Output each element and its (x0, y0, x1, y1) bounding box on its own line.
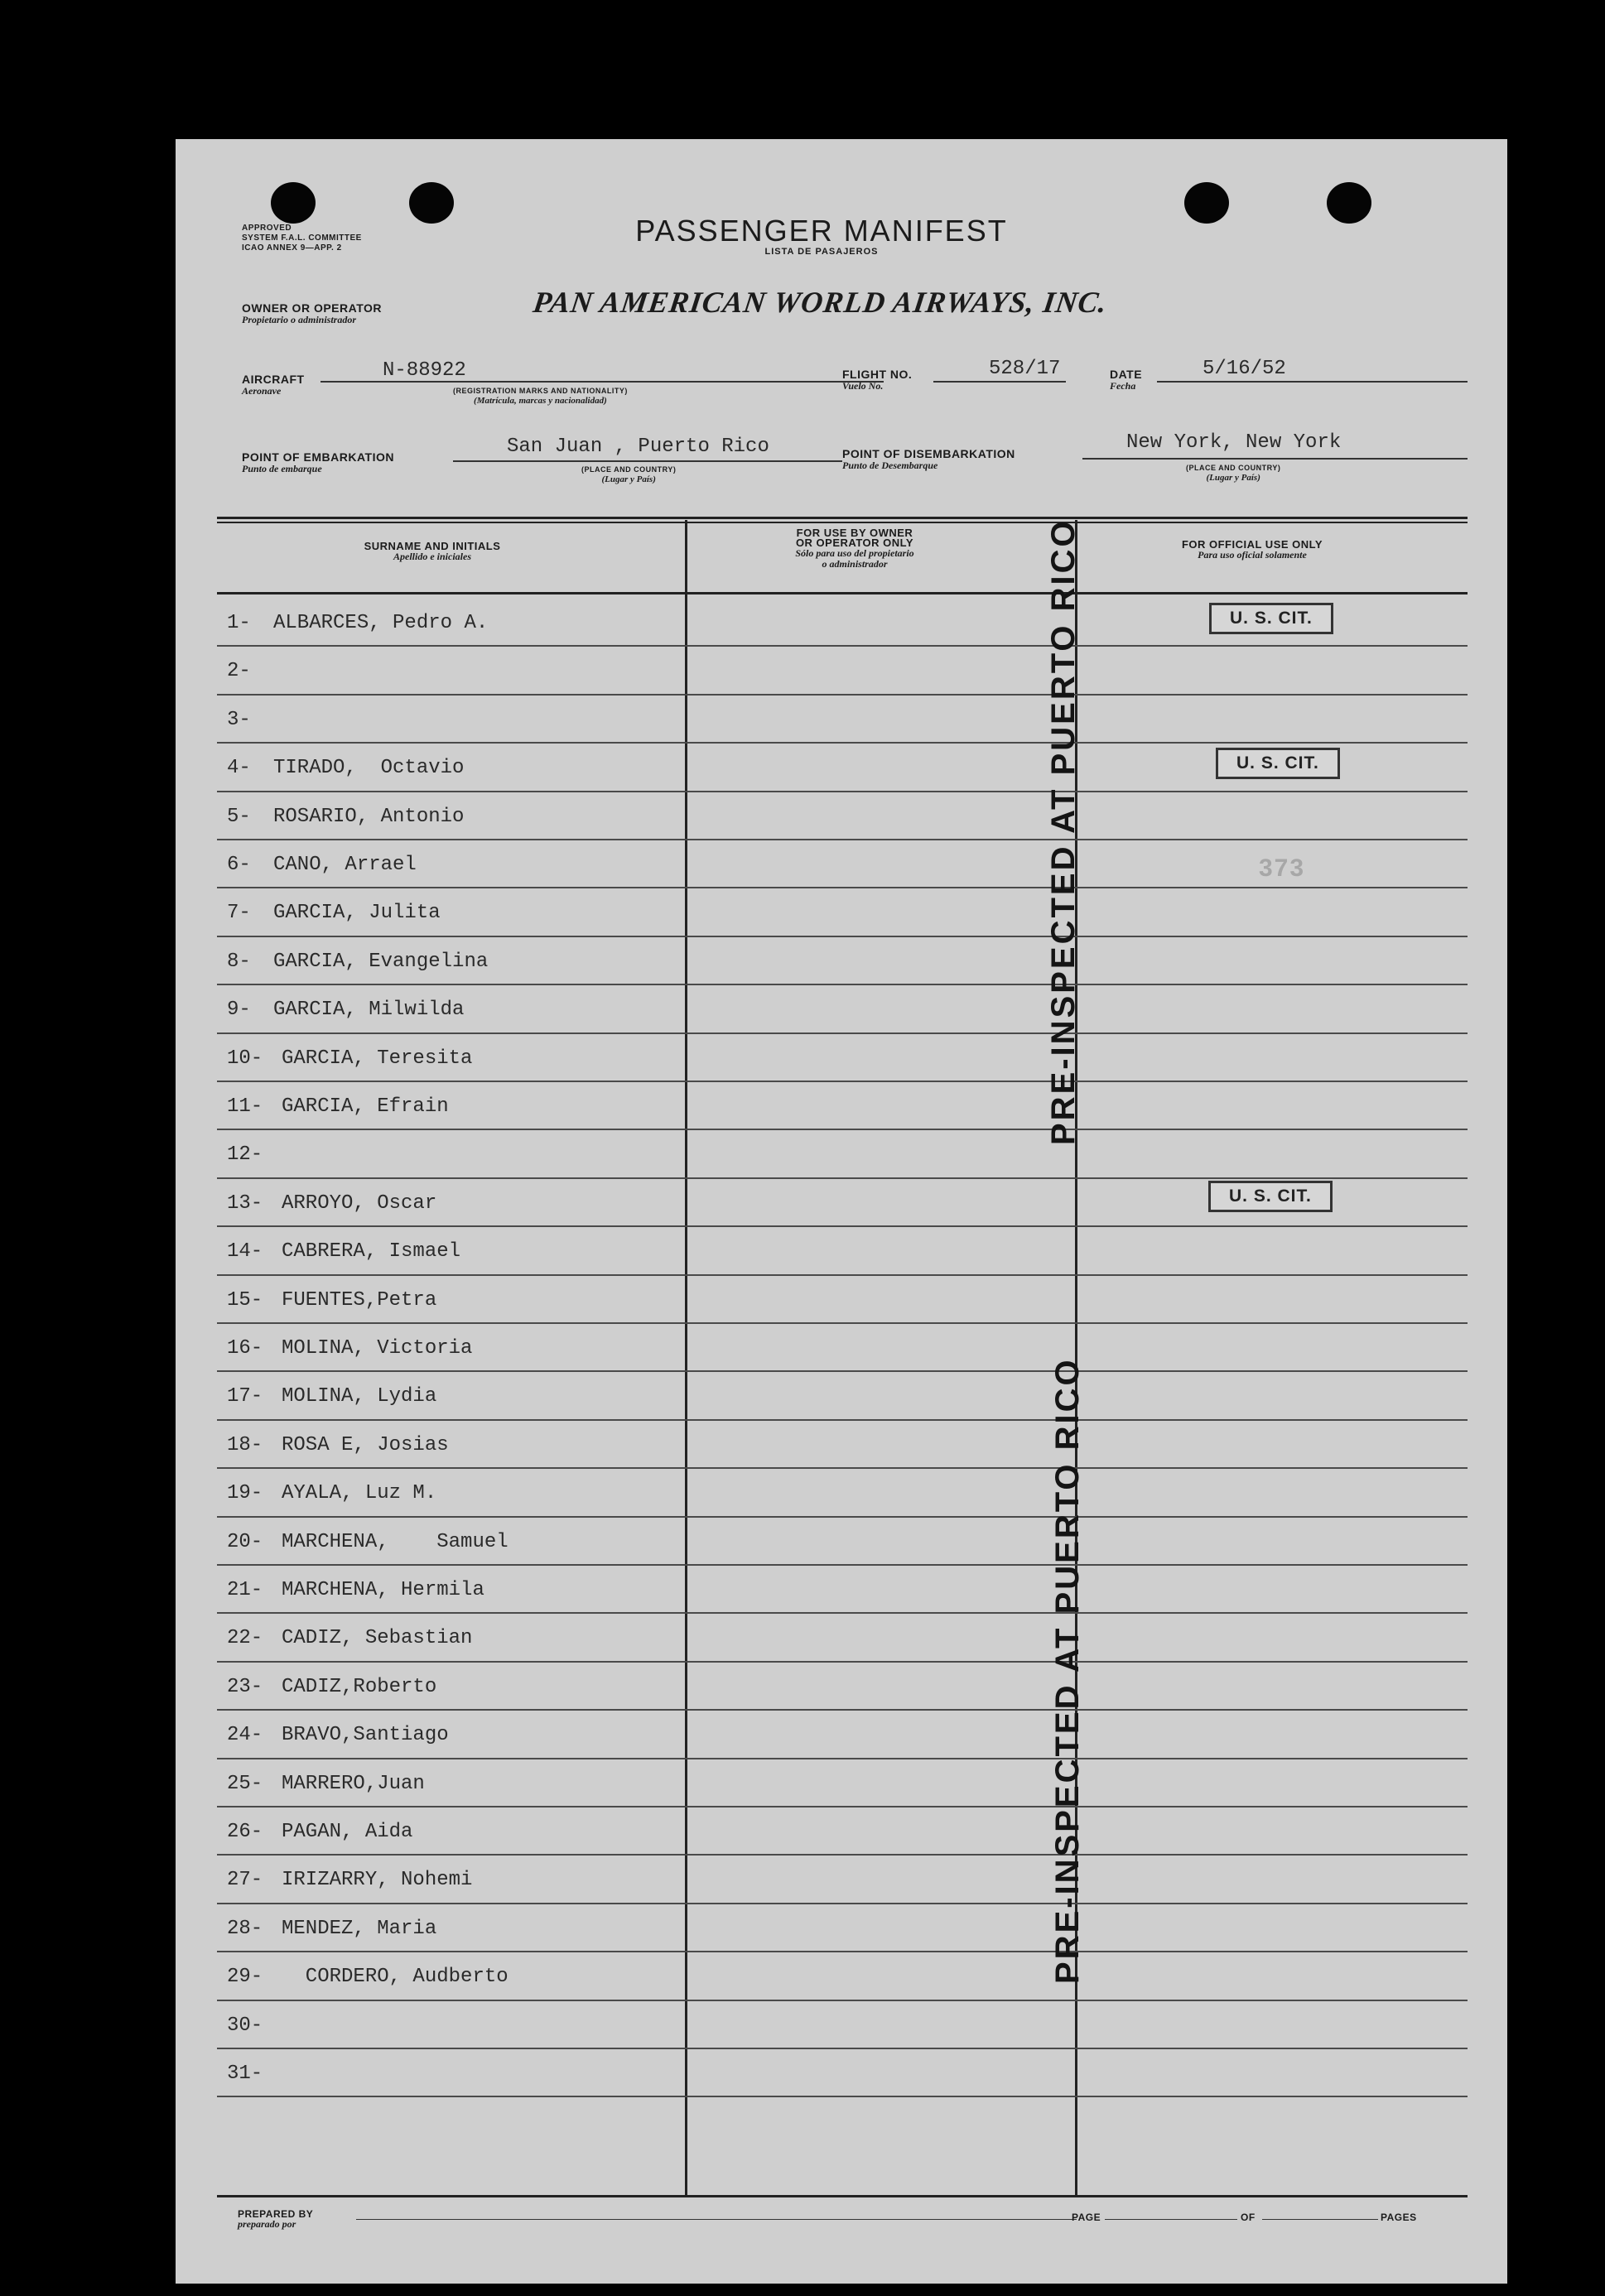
passenger-name: PAGAN, Aida (282, 1821, 413, 1843)
page-label: PAGE (1072, 2212, 1101, 2223)
approval-line: APPROVED (242, 224, 292, 233)
row-number: 20- (227, 1530, 263, 1553)
row-rule (217, 1032, 1468, 1034)
passenger-name: CORDERO, Audberto (282, 1966, 508, 1989)
embarkation-label-es: Punto de embarque (242, 463, 322, 474)
owner-label: OWNER OR OPERATOR (242, 301, 382, 315)
row-rule (217, 1612, 1468, 1614)
row-rule (217, 1274, 1468, 1276)
row-rule (217, 1516, 1468, 1518)
column-divider (685, 520, 687, 2197)
row-rule (217, 2048, 1468, 2049)
table-header-rule (217, 592, 1468, 594)
row-number: 19- (227, 1482, 263, 1505)
passenger-name: GARCIA, Evangelina (273, 950, 489, 973)
column-header-surname (225, 542, 639, 562)
disembarkation-label-block (842, 447, 1015, 471)
row-rule (217, 936, 1468, 937)
row-rule (217, 1854, 1468, 1856)
row-rule (217, 2096, 1468, 2097)
row-rule (217, 1370, 1468, 1372)
passenger-name: CADIZ,Roberto (282, 1675, 437, 1698)
row-number: 1- (227, 612, 251, 634)
row-number: 5- (227, 805, 251, 828)
row-number: 24- (227, 1724, 263, 1747)
flight-label: FLIGHT NO. (842, 368, 913, 381)
passenger-name: MOLINA, Victoria (282, 1337, 473, 1360)
of-label: OF (1241, 2212, 1256, 2223)
row-number: 7- (227, 902, 251, 925)
row-number: 3- (227, 708, 251, 731)
row-number: 13- (227, 1191, 263, 1215)
row-rule (217, 2000, 1468, 2001)
row-number: 11- (227, 1095, 263, 1118)
row-rule (217, 742, 1468, 744)
owner-use-header: FOR USE BY OWNER (796, 527, 913, 539)
row-rule (217, 1177, 1468, 1179)
page-subtitle: LISTA DE PASAJEROS (764, 247, 879, 257)
row-rule (217, 1081, 1468, 1082)
date-label-es: Fecha (1110, 380, 1136, 392)
row-rule (217, 1903, 1468, 1904)
row-rule (217, 1419, 1468, 1421)
aircraft-note-es: (Matrícula, marcas y nacionalidad) (474, 396, 607, 406)
row-number: 16- (227, 1337, 263, 1360)
row-number: 28- (227, 1917, 263, 1940)
flight-label-es: Vuelo No. (842, 380, 884, 392)
owner-label-block (242, 301, 382, 325)
passenger-name: MARCHENA, Samuel (282, 1530, 508, 1553)
prepared-by-line (356, 2219, 1077, 2220)
date-label: DATE (1110, 368, 1143, 381)
title-block (615, 214, 1029, 257)
row-number: 27- (227, 1869, 263, 1892)
flight-line (933, 381, 1066, 383)
row-number: 30- (227, 2014, 263, 2037)
column-header-owner-use (689, 528, 1020, 570)
row-rule (217, 839, 1468, 840)
embarkation-note-en: (PLACE AND COUNTRY) (581, 465, 677, 474)
faint-number-mark: 373 (1259, 854, 1306, 882)
row-rule (217, 1129, 1468, 1130)
row-rule (217, 1322, 1468, 1324)
row-rule (217, 887, 1468, 888)
page-title: PASSENGER MANIFEST (635, 214, 1008, 248)
us-citizen-stamp: U. S. CIT. (1216, 748, 1340, 779)
disembarkation-note-en: (PLACE AND COUNTRY) (1186, 464, 1281, 472)
passenger-name: ROSARIO, Antonio (273, 805, 465, 828)
page-line (1105, 2219, 1237, 2220)
us-citizen-stamp: U. S. CIT. (1209, 603, 1333, 634)
owner-use-header: OR OPERATOR ONLY (795, 537, 914, 549)
row-number: 14- (227, 1240, 263, 1264)
punch-hole (409, 182, 454, 224)
embarkation-note (581, 464, 676, 485)
official-header-es: Para uso oficial solamente (1198, 549, 1307, 561)
row-number: 4- (227, 757, 251, 780)
disembarkation-label: POINT OF DISEMBARKATION (842, 447, 1015, 460)
embarkation-label-block (242, 450, 394, 474)
embarkation-label: POINT OF EMBARKATION (242, 450, 394, 464)
row-rule (217, 645, 1468, 647)
passenger-name: MARCHENA, Hermila (282, 1579, 484, 1601)
official-header: FOR OFFICIAL USE ONLY (1181, 538, 1323, 551)
row-number: 29- (227, 1966, 263, 1989)
pages-label: PAGES (1381, 2212, 1417, 2223)
passenger-name: GARCIA, Efrain (282, 1095, 449, 1118)
flight-label-block (842, 368, 912, 392)
table-top-rule (217, 517, 1468, 519)
punch-hole (271, 182, 316, 224)
passenger-name: CADIZ, Sebastian (282, 1627, 473, 1650)
owner-use-header-es: Sólo para uso del propietario (795, 547, 914, 559)
approval-block (242, 224, 362, 253)
passenger-name: GARCIA, Teresita (282, 1047, 473, 1070)
us-citizen-stamp: U. S. CIT. (1208, 1181, 1333, 1212)
passenger-name: ARROYO, Oscar (282, 1191, 437, 1215)
manifest-sheet (176, 139, 1507, 2284)
passenger-name: GARCIA, Julita (273, 902, 441, 925)
passenger-name: GARCIA, Milwilda (273, 999, 465, 1022)
pre-inspected-stamp: PRE-INSPECTED AT PUERTO RICO (1045, 518, 1082, 1145)
aircraft-label-es: Aeronave (242, 385, 282, 397)
row-number: 31- (227, 2063, 263, 2085)
row-number: 17- (227, 1385, 263, 1408)
approval-line: ICAO ANNEX 9—APP. 2 (242, 243, 342, 253)
row-rule (217, 1709, 1468, 1711)
pre-inspected-stamp: PRE-INSPECTED AT PUERTO RICO (1049, 1357, 1086, 1984)
punch-hole (1327, 182, 1371, 224)
punch-hole (1184, 182, 1229, 224)
row-number: 9- (227, 999, 251, 1022)
passenger-name: FUENTES,Petra (282, 1288, 437, 1312)
passenger-name: ROSA E, Josias (282, 1433, 449, 1456)
row-number: 12- (227, 1143, 263, 1167)
disembarkation-line (1082, 458, 1468, 460)
row-rule (217, 694, 1468, 696)
aircraft-note-en: (REGISTRATION MARKS AND NATIONALITY) (453, 387, 628, 395)
row-rule (217, 791, 1468, 792)
aircraft-note (453, 386, 628, 407)
table-bottom-rule (217, 2195, 1468, 2197)
passenger-name: IRIZARRY, Nohemi (282, 1869, 473, 1892)
of-line (1262, 2219, 1378, 2220)
disembarkation-note (1186, 463, 1280, 484)
row-rule (217, 1661, 1468, 1663)
row-number: 6- (227, 854, 251, 876)
disembarkation-label-es: Punto de Desembarque (842, 460, 938, 471)
passenger-name: ALBARCES, Pedro A. (273, 612, 489, 634)
disembarkation-place: New York, New York (1126, 431, 1342, 454)
row-rule (217, 1225, 1468, 1227)
row-rule (217, 1806, 1468, 1807)
row-number: 26- (227, 1821, 263, 1843)
row-rule (217, 1758, 1468, 1759)
date-label-block (1110, 368, 1142, 392)
row-number: 15- (227, 1288, 263, 1312)
row-rule (217, 1951, 1468, 1952)
aircraft-registration: N-88922 (383, 359, 466, 382)
prepared-by-block (238, 2209, 313, 2230)
passenger-name: AYALA, Luz M. (282, 1482, 437, 1505)
flight-date: 5/16/52 (1203, 358, 1286, 380)
embarkation-note-es: (Lugar y País) (601, 474, 656, 484)
row-number: 22- (227, 1627, 263, 1650)
surname-header: SURNAME AND INITIALS (364, 540, 501, 552)
passenger-name: CANO, Arrael (273, 854, 417, 876)
column-header-official (1087, 540, 1418, 561)
owner-label-es: Propietario o administrador (242, 314, 357, 325)
passenger-name: MOLINA, Lydia (282, 1385, 437, 1408)
passenger-name: TIRADO, Octavio (273, 757, 465, 780)
row-rule (217, 984, 1468, 985)
aircraft-label: AIRCRAFT (242, 373, 305, 386)
row-number: 10- (227, 1047, 263, 1070)
flight-number: 528/17 (989, 358, 1061, 380)
passenger-name: MENDEZ, Maria (282, 1917, 437, 1940)
passenger-name: CABRERA, Ismael (282, 1240, 461, 1264)
passenger-name: BRAVO,Santiago (282, 1724, 449, 1747)
row-number: 25- (227, 1772, 263, 1795)
embarkation-place: San Juan , Puerto Rico (507, 436, 769, 458)
row-number: 8- (227, 950, 251, 973)
prepared-by-label: PREPARED BY (238, 2208, 314, 2220)
approval-line: SYSTEM F.A.L. COMMITTEE (242, 233, 362, 243)
prepared-by-label-es: preparado por (238, 2218, 296, 2230)
surname-header-es: Apellido e iniciales (393, 551, 471, 562)
row-rule (217, 1564, 1468, 1566)
embarkation-line (453, 460, 842, 462)
table-top-rule (217, 522, 1468, 523)
row-number: 2- (227, 660, 251, 683)
row-number: 18- (227, 1433, 263, 1456)
aircraft-label-block (242, 373, 305, 397)
row-number: 23- (227, 1675, 263, 1698)
row-number: 21- (227, 1579, 263, 1601)
date-line (1157, 381, 1468, 383)
disembarkation-note-es: (Lugar y País) (1206, 473, 1260, 483)
row-rule (217, 1467, 1468, 1469)
operator-name: PAN AMERICAN WORLD AIRWAYS, INC. (531, 286, 1110, 319)
owner-use-header-es: o administrador (822, 558, 888, 570)
passenger-name: MARRERO,Juan (282, 1772, 425, 1795)
